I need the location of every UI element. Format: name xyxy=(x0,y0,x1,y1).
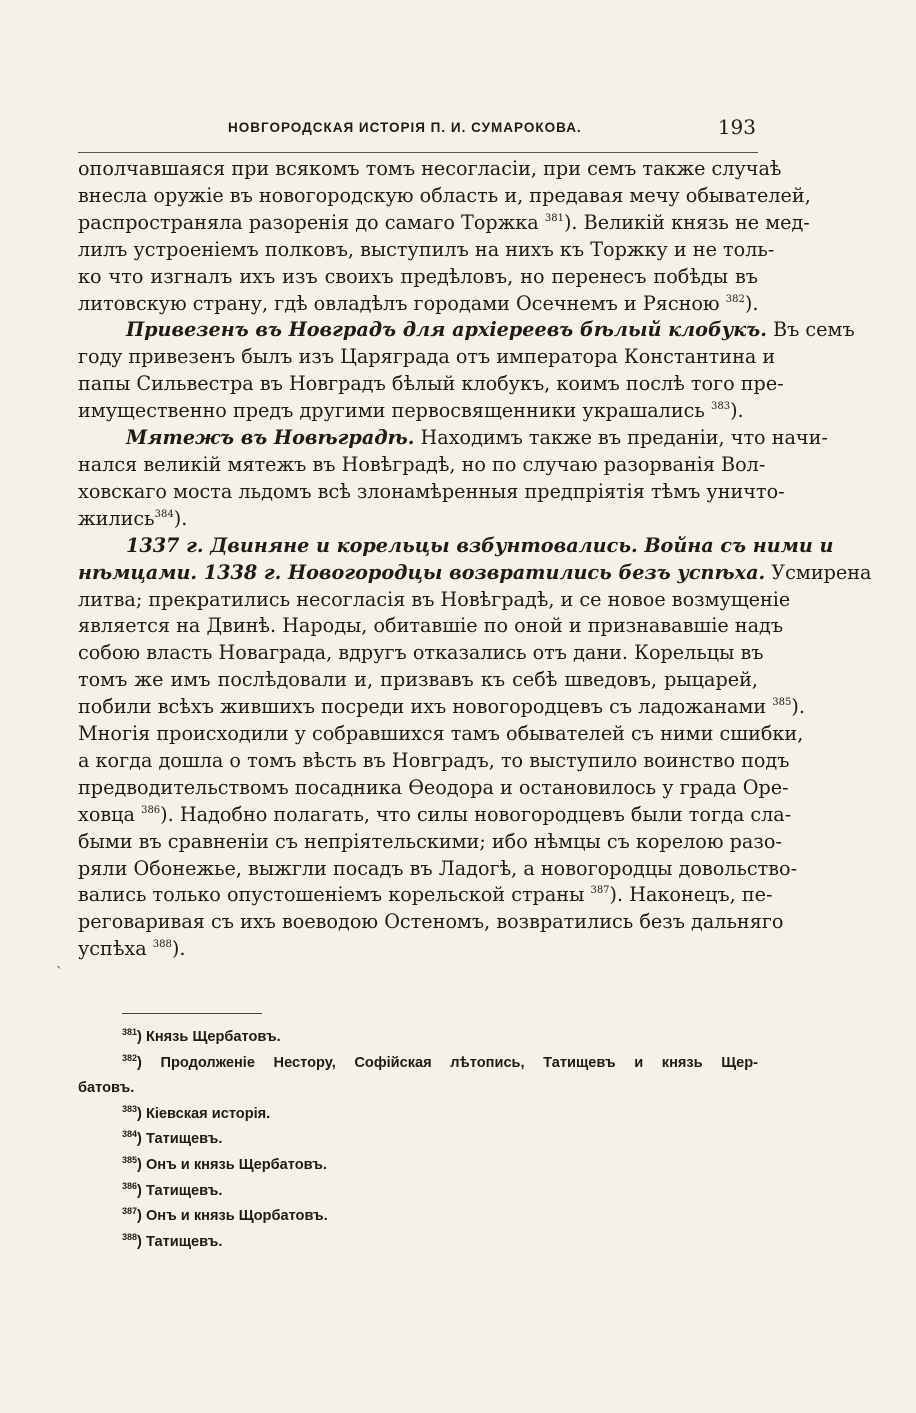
footnote-ref: 386 xyxy=(141,804,161,816)
text-line: литва; прекратились несогласія въ Новѣградѣ, и се новое возмущеніе xyxy=(78,587,791,611)
footnote: $^{383}$) Кіевская исторія. xyxy=(122,1103,271,1122)
text-line: внесла оружіе въ новогородскую область и, предавая мечу обывателей, xyxy=(78,183,811,207)
footnote: $^{385}$) Онъ и князь Щербатовъ. xyxy=(122,1154,327,1173)
footnote-ref: 383 xyxy=(710,401,731,413)
page-number: 193 xyxy=(717,115,756,139)
footnote-ref: 382 xyxy=(725,293,745,305)
footnote: $^{381}$) Князь Щербатовъ. xyxy=(122,1027,281,1045)
footnote-ref: 385 xyxy=(772,697,792,709)
text-line: литовскую страну, гдѣ овладѣлъ городами Осечнемъ и Рясною $^{382}$). xyxy=(78,291,759,315)
text-line: жились$^{384}$). xyxy=(78,506,188,530)
footnote-ref: 387 xyxy=(590,885,610,897)
footnote-ref: 388 xyxy=(152,939,172,951)
footnote: $^{386}$) Татищевъ. xyxy=(122,1180,223,1199)
text-line: лилъ устроеніемъ полковъ, выступилъ на нихъ къ Торжку и не толь- xyxy=(78,237,775,261)
text-line: ряли Обонежье, выжгли посадъ въ Ладогѣ, а новогородцы довольство- xyxy=(78,856,798,880)
main-text xyxy=(78,156,872,963)
section-heading: 1337 г. Двиняне и корельцы взбунтовались. Война съ ними и xyxy=(126,533,834,557)
text-line xyxy=(78,533,834,560)
text-line: папы Сильвестра въ Новградъ бѣлый клобукъ, коимъ послѣ того пре- xyxy=(78,372,784,396)
text-line: а когда дошла о томъ вѣсть въ Новградъ, то выступило воинство подъ xyxy=(78,748,790,772)
section-heading: нѣмцами. 1338 г. Новогородцы возвратились безъ успѣха. xyxy=(78,560,766,584)
text-line: является на Двинѣ. Народы, обитавшіе по оной и признававшіе надъ xyxy=(78,614,784,638)
text-line: вались только опустошеніемъ корельской страны $^{387}$). Наконецъ, пе- xyxy=(78,883,773,907)
footnote-ref: 384 xyxy=(154,508,174,520)
text-line: нался великій мятежъ въ Новѣградѣ, но по случаю разорванія Вол- xyxy=(78,452,766,476)
text-line: ховца $^{386}$). Надобно полагать, что силы новогородцевъ были тогда сла- xyxy=(78,802,792,826)
footnote: $^{388}$) Татищевъ. xyxy=(122,1231,223,1250)
footnote-rule xyxy=(122,1013,262,1014)
paragraph xyxy=(78,317,855,425)
paragraph xyxy=(78,533,872,964)
paragraph xyxy=(78,156,811,317)
footnote-continuation: батовъ. xyxy=(78,1080,135,1097)
footnote: $^{382}$) Продолженіе Нестору, Софійская лѣтопись, Татищевъ и князь Щер- xyxy=(122,1052,758,1071)
text-line: собою власть Новаграда, вдругъ отказались отъ дани. Корельцы въ xyxy=(78,641,764,665)
text-line: успѣха $^{388}$). xyxy=(78,937,186,961)
text-line: предводительствомъ посадника Ѳеодора и остановилось у града Оре- xyxy=(78,775,789,799)
text-line: годy привезенъ былъ изъ Царяграда отъ императора Константина и xyxy=(78,345,776,369)
running-title: НОВГОРОДСКАЯ ИСТОРІЯ П. И. СУМАРОКОВА. xyxy=(228,120,582,135)
section-heading: Привезенъ въ Новградъ для архіереевъ бѣлый клобукъ. xyxy=(126,318,767,342)
text-line: ополчавшаяся при всякомъ томъ несогласіи, при семъ также случаѣ xyxy=(78,157,782,180)
text-line: томъ же имъ послѣдовали и, призвавъ къ себѣ шведовъ, рыцарей, xyxy=(78,668,758,692)
text-line: ко что изгналъ ихъ изъ своихъ предѣловъ, но перенесъ побѣды въ xyxy=(78,264,758,288)
footnote: $^{387}$) Онъ и князь Щорбатовъ. xyxy=(122,1206,328,1225)
footnote-ref: 381 xyxy=(544,212,564,224)
text-line: быми въ сравненіи съ непріятельскими; ибо нѣмцы съ корелою разо- xyxy=(78,829,782,853)
text-line: Мятежъ въ Новѣградѣ. Находимъ также въ преданіи, что начи- xyxy=(126,426,828,450)
footnotes xyxy=(78,1025,758,1255)
stray-mark: ` xyxy=(56,965,63,981)
text-line: распространяла разоренія до самаго Торжка $^{381}$). Великій князь не мед- xyxy=(78,210,810,234)
running-header xyxy=(78,112,758,153)
text-line: нѣмцами. 1338 г. Новогородцы возвратились безъ успѣха. Усмирена xyxy=(78,560,872,584)
text-line: реговаривая съ ихъ воеводою Остеномъ, возвратились безъ дальняго xyxy=(78,910,784,934)
section-heading: Мятежъ въ Новѣградѣ. xyxy=(126,426,415,450)
text-line: побили всѣхъ жившихъ посреди ихъ новогородцевъ съ ладожанами $^{385}$). xyxy=(78,695,805,719)
text-line: Привезенъ въ Новградъ для архіереевъ бѣлый клобукъ. Въ семъ xyxy=(126,318,855,342)
text-line: Многія происходили у собравшихся тамъ обывателей съ ними сшибки, xyxy=(78,722,804,746)
text-line: ховскаго моста льдомъ всѣ злонамѣренныя предпріятія тѣмъ уничто- xyxy=(78,479,785,503)
text-line: имущественно предъ другими первосвященники украшались $^{383}$). xyxy=(78,399,744,423)
footnote: $^{384}$) Татищевъ. xyxy=(122,1129,223,1148)
paragraph xyxy=(78,425,828,533)
